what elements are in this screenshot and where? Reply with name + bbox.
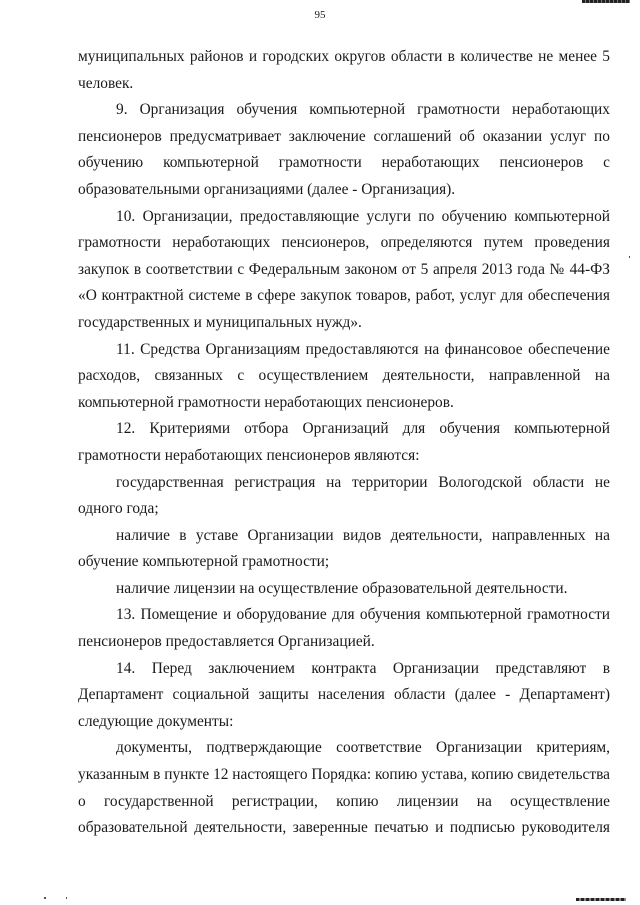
- text-line: муниципальных районов и городских округов области в количестве не менее 5: [78, 48, 610, 65]
- text-line: 9. Организация обучения компьютерной грамотности неработающих: [116, 101, 610, 119]
- text-line: наличие в уставе Организации видов деятельности, направленных на: [116, 526, 610, 544]
- text-line: одного года;: [78, 500, 159, 518]
- text-line: наличие лицензии на осуществление образовательной деятельности.: [116, 579, 568, 597]
- page-number: 95: [314, 9, 326, 21]
- text-line: государственных и муниципальных нужд».: [78, 313, 362, 331]
- text-line: компьютерной грамотности неработающих пенсионеров.: [78, 393, 454, 411]
- text-line: обучению компьютерной грамотности неработающих пенсионеров с: [78, 154, 610, 172]
- text-line: о государственной регистрации, копию лицензии на осуществление: [78, 792, 610, 810]
- text-line: расходов, связанных с осуществлением деятельности, направленной на: [78, 367, 610, 385]
- document-body: [78, 44, 610, 842]
- scan-speck: [629, 256, 630, 258]
- text-line: Департамент социальной защиты населения области (далее - Департамент): [78, 686, 610, 704]
- text-line: 11. Средства Организациям предоставляются на финансовое обеспечение: [116, 340, 610, 358]
- scan-mark-top: [582, 0, 630, 3]
- text-line: государственная регистрация на территории Вологодской области не: [116, 473, 610, 491]
- text-line: документы, подтверждающие соответствие Организации критериям,: [116, 739, 610, 757]
- scan-speck: [66, 897, 67, 899]
- text-line: 13. Помещение и оборудование для обучения компьютерной грамотности: [116, 606, 610, 624]
- text-line: грамотности неработающих пенсионеров являются:: [78, 446, 420, 464]
- scan-speck: [44, 897, 46, 899]
- text-line: 10. Организации, предоставляющие услуги по обучению компьютерной: [116, 207, 610, 225]
- text-line: пенсионеров предусматривает заключение соглашений об оказании услуг по: [78, 127, 610, 145]
- text-line: указанным в пункте 12 настоящего Порядка: копию устава, копию свидетельства: [78, 766, 610, 784]
- text-line: 12. Критериями отбора Организаций для обучения компьютерной: [116, 420, 610, 438]
- text-line: образовательными организациями (далее - Организация).: [78, 180, 456, 198]
- text-line: человек.: [78, 74, 134, 92]
- text-line: 14. Перед заключением контракта Организации представляют в: [116, 659, 610, 677]
- text-line: образовательной деятельности, заверенные печатью и подписью руководителя: [78, 819, 610, 837]
- text-line: грамотности неработающих пенсионеров, определяются путем проведения: [78, 234, 610, 252]
- text-line: закупок в соответствии с Федеральным законом от 5 апреля 2013 года № 44-ФЗ: [78, 260, 610, 278]
- text-line: пенсионеров предоставляется Организацией.: [78, 633, 375, 651]
- text-line: обучение компьютерной грамотности;: [78, 553, 330, 571]
- text-line: следующие документы:: [78, 712, 234, 730]
- scan-mark-bottom: [576, 898, 626, 901]
- text-line: «О контрактной системе в сфере закупок товаров, работ, услуг для обеспечения: [78, 287, 610, 305]
